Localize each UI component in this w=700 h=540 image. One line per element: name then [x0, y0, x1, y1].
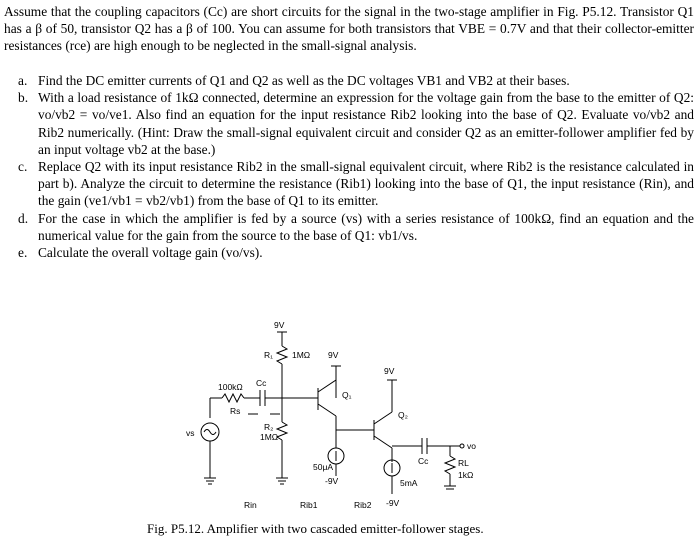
item-d: d. For the case in which the amplifier is fed by a source (vs) with a series resistance of 100kΩ, find an equation and the numerical value for the gain from the source to the base of Q1: vb1/vs.: [18, 210, 694, 243]
svg-text:Rs: Rs: [230, 406, 241, 416]
svg-text:R₂: R₂: [264, 422, 274, 432]
svg-text:9V: 9V: [384, 366, 395, 376]
svg-text:1MΩ: 1MΩ: [292, 350, 311, 360]
svg-text:Cc: Cc: [418, 456, 429, 466]
svg-text:5mA: 5mA: [400, 478, 418, 488]
svg-text:Rib2: Rib2: [354, 500, 372, 510]
svg-text:Rin: Rin: [244, 500, 257, 510]
item-a: a. Find the DC emitter currents of Q1 and Q2 as well as the DC voltages VB1 and VB2 at their bases.: [18, 73, 570, 88]
figure-labels: [186, 320, 476, 510]
svg-text:50μA: 50μA: [313, 462, 334, 472]
svg-text:9V: 9V: [328, 350, 339, 360]
svg-text:9V: 9V: [274, 320, 285, 330]
svg-text:1kΩ: 1kΩ: [458, 470, 474, 480]
svg-text:Q₂: Q₂: [398, 410, 408, 420]
circuit-diagram: [160, 318, 680, 518]
item-b: b. With a load resistance of 1kΩ connected, determine an expression for the voltage gain from the base to the emitter of Q2: vo/vb2 = vo/ve1. Also find an equation for the input resistance Rib2 looking into the base of Q2. Evaluate vo/vb2 and Rib2 numerically. (Hint: Draw the small-signal equivalent circuit and consider Q2 as an emitter-follower amplifier fed by an input voltage vb2 at the base.): [18, 90, 694, 157]
svg-text:-9V: -9V: [386, 498, 400, 508]
svg-text:1MΩ: 1MΩ: [260, 432, 279, 442]
svg-text:vo: vo: [467, 441, 476, 451]
svg-text:R₁: R₁: [264, 350, 274, 360]
svg-text:100kΩ: 100kΩ: [218, 382, 243, 392]
problem-items: [0, 72, 694, 261]
svg-text:Cc: Cc: [256, 378, 267, 388]
svg-text:RL: RL: [458, 458, 469, 468]
item-e: e. Calculate the overall voltage gain (vo/vs).: [18, 245, 263, 261]
svg-text:-9V: -9V: [325, 476, 339, 486]
problem-intro: Assume that the coupling capacitors (Cc) are short circuits for the signal in the two-stage amplifier in Fig. P5.12. Transistor Q1 has a β of 50, transistor Q2 has a β of 100. You can assume for both transistors that VBE = 0.7V and that their collector-emitter resistances (rce) are high enough to be neglected in the small-signal analysis.: [4, 4, 694, 54]
circuit-figure: [160, 318, 680, 540]
svg-text:Rib1: Rib1: [300, 500, 318, 510]
svg-text:vs: vs: [186, 428, 195, 438]
figure-caption: Fig. P5.12. Amplifier with two cascaded emitter-follower stages.: [147, 521, 484, 536]
item-c: c. Replace Q2 with its input resistance Rib2 in the small-signal equivalent circuit, where Rib2 is the resistance calculated in part b). Analyze the circuit to determine the resistance (Rib1) looking into the base of Q1, the input resistance (Rin), and the gain (ve1/vb1 = vb2/vb1) from the base of Q1 to its emitter.: [18, 159, 694, 209]
svg-text:Q₁: Q₁: [342, 390, 352, 400]
